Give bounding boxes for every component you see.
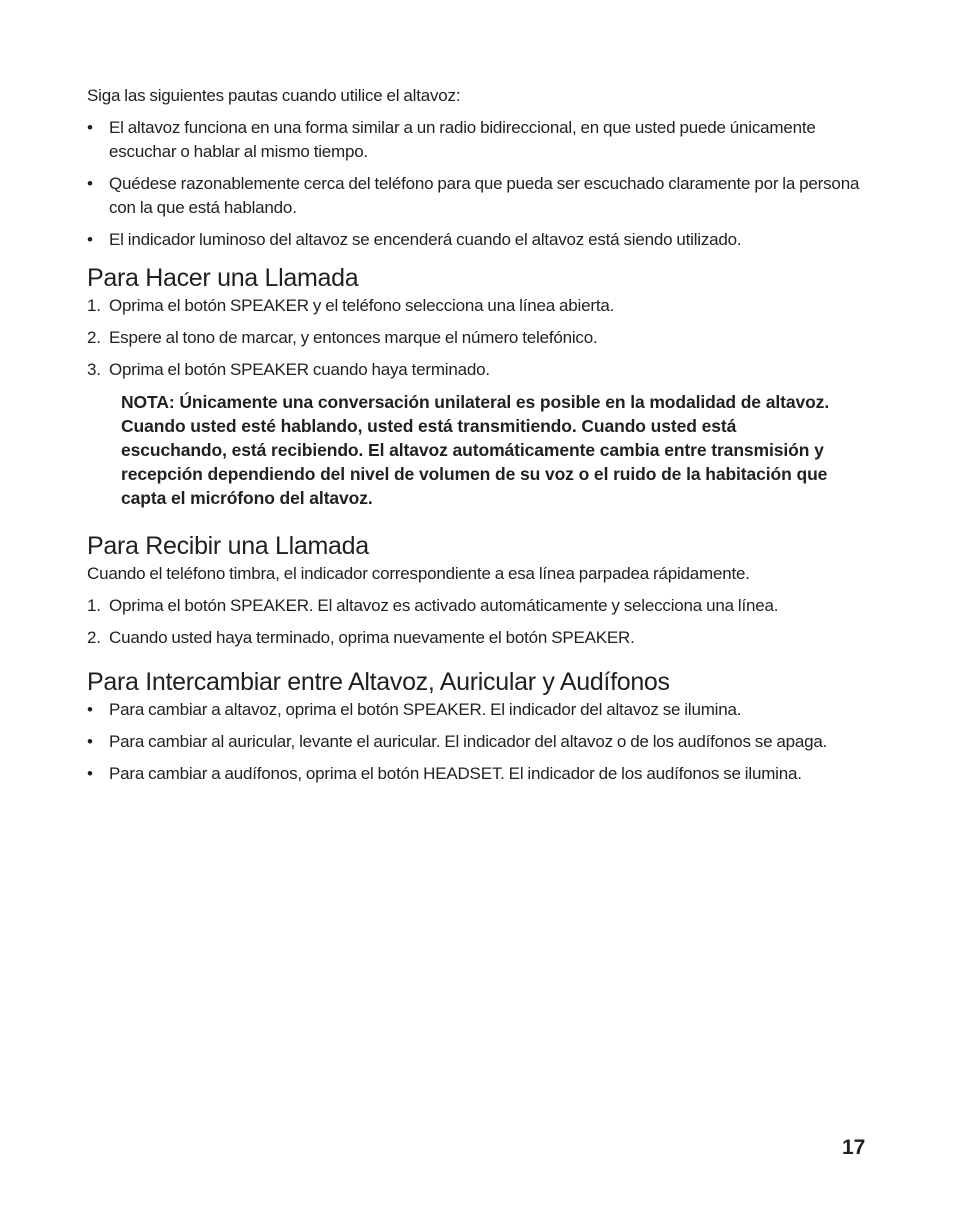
bullet-marker: • (87, 732, 93, 751)
step-number: 1. (87, 596, 101, 615)
step-text: Oprima el botón SPEAKER cuando haya terminado. (109, 360, 490, 379)
receive-call-intro: Cuando el teléfono timbra, el indicador correspondiente a esa línea parpadea rápidamente. (87, 564, 750, 583)
step-text: Oprima el botón SPEAKER y el teléfono selecciona una línea abierta. (109, 296, 615, 315)
bullet-marker: • (87, 230, 93, 249)
step-number: 2. (87, 628, 101, 647)
receive-call-heading: Para Recibir una Llamada (87, 532, 369, 560)
list-item (87, 730, 877, 754)
list-item (87, 762, 877, 786)
list-item (87, 172, 877, 220)
switch-modes-heading: Para Intercambiar entre Altavoz, Auricular y Audífonos (87, 668, 670, 696)
make-call-heading: Para Hacer una Llamada (87, 264, 359, 292)
guideline-text: Quédese razonablemente cerca del teléfono para que pueda ser escuchado claramente por la persona con la que está hablando. (109, 174, 860, 217)
make-call-steps (87, 294, 877, 382)
bullet-marker: • (87, 174, 93, 193)
list-item (87, 228, 877, 252)
bullet-marker: • (87, 764, 93, 783)
list-item (87, 326, 877, 350)
switch-modes-list (87, 698, 877, 786)
switch-text: Para cambiar a altavoz, oprima el botón SPEAKER. El indicador del altavoz se ilumina. (109, 700, 742, 719)
receive-call-steps (87, 594, 877, 650)
list-item (87, 294, 877, 318)
speakerphone-guidelines-list (87, 116, 877, 252)
step-text: Cuando usted haya terminado, oprima nuevamente el botón SPEAKER. (109, 628, 635, 647)
page-number: 17 (842, 1136, 866, 1159)
speakerphone-note: NOTA: Únicamente una conversación unilateral es posible en la modalidad de altavoz. Cuando usted esté hablando, usted está transmitiendo. Cuando usted está escuchando, está recibiendo. El altavoz automáticamente cambia entre transmisión y recepción dependiendo del nivel de volumen de su voz o el ruido de la habitación que capta el micrófono del altavoz. (121, 392, 830, 508)
step-number: 1. (87, 296, 101, 315)
step-number: 2. (87, 328, 101, 347)
step-text: Oprima el botón SPEAKER. El altavoz es activado automáticamente y selecciona una línea. (109, 596, 779, 615)
manual-page-content (87, 84, 877, 794)
step-text: Espere al tono de marcar, y entonces marque el número telefónico. (109, 328, 598, 347)
guideline-text: El altavoz funciona en una forma similar a un radio bidireccional, en que usted puede únicamente escuchar o hablar al mismo tiempo. (109, 118, 816, 161)
guideline-text: El indicador luminoso del altavoz se encenderá cuando el altavoz está siendo utilizado. (109, 230, 742, 249)
speakerphone-intro: Siga las siguientes pautas cuando utilice el altavoz: (87, 86, 461, 105)
switch-text: Para cambiar al auricular, levante el auricular. El indicador del altavoz o de los audífonos se apaga. (109, 732, 828, 751)
bullet-marker: • (87, 118, 93, 137)
list-item (87, 358, 877, 382)
bullet-marker: • (87, 700, 93, 719)
list-item (87, 594, 877, 618)
list-item (87, 116, 877, 164)
switch-text: Para cambiar a audífonos, oprima el botón HEADSET. El indicador de los audífonos se ilumina. (109, 764, 802, 783)
list-item (87, 626, 877, 650)
list-item (87, 698, 877, 722)
step-number: 3. (87, 360, 101, 379)
